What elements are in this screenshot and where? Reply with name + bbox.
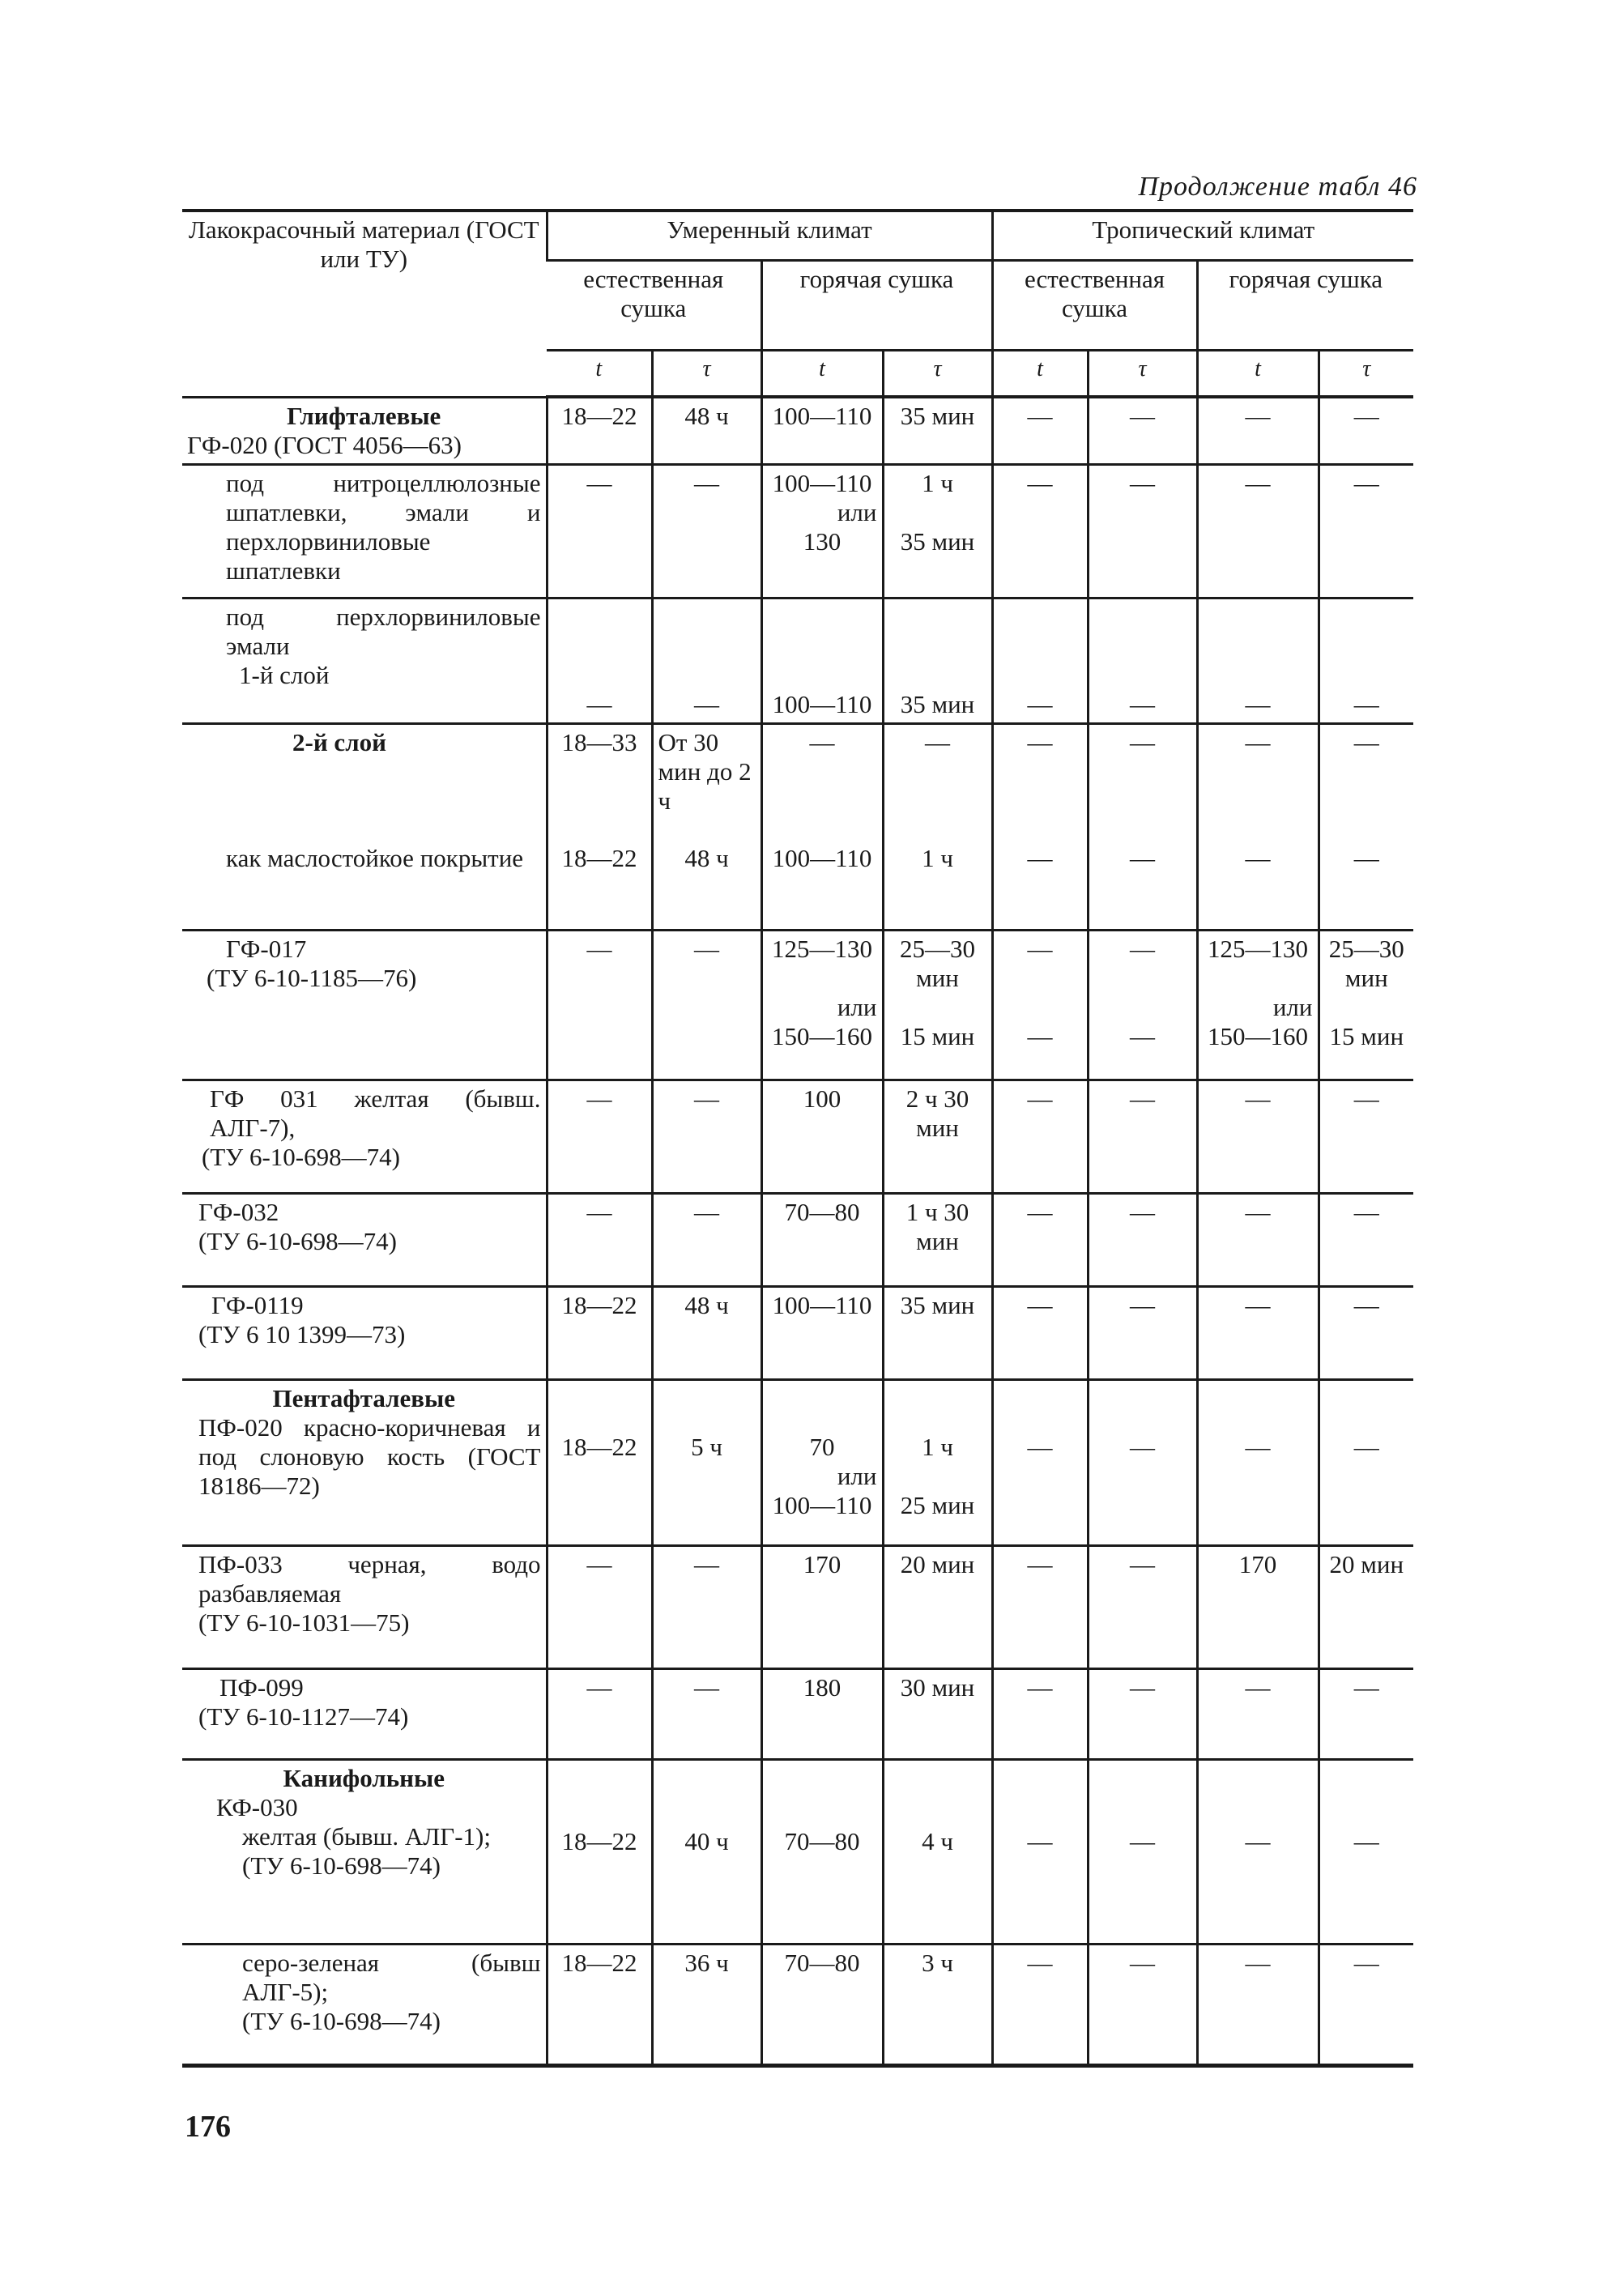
material-name: ГФ-0119 — [211, 1290, 304, 1319]
spec-label: (ТУ 6-10-698—74) — [198, 1226, 397, 1255]
time-value: 35 мин — [900, 526, 975, 556]
page-number: 176 — [185, 2110, 231, 2144]
time-value: 1 ч — [922, 468, 953, 497]
value-cell: 48 ч — [652, 397, 761, 464]
temperature-value: 100—110 — [772, 1490, 872, 1519]
temperature-value: 70 — [809, 1432, 835, 1461]
value-cell: — — [1319, 841, 1413, 930]
value-cell: 3 ч — [883, 1944, 992, 2065]
value-cell: 100—110 — [761, 841, 883, 930]
value-cell: — — [1197, 1944, 1319, 2065]
header-t: t — [992, 351, 1088, 398]
value-cell: — — [1197, 397, 1319, 464]
drying-modes-table — [182, 209, 1413, 2068]
value-cell: — — [761, 723, 883, 841]
value-cell: — — [1088, 723, 1197, 841]
spec-label: (ТУ 6-10-698—74) — [202, 1142, 400, 1171]
material-cell — [182, 723, 547, 841]
table-row — [182, 598, 1413, 723]
value-cell — [1197, 930, 1319, 1080]
material-name: ГФ-017 — [226, 934, 307, 963]
table-row — [182, 841, 1413, 930]
table-row — [182, 1193, 1413, 1286]
value-cell: 18—22 — [547, 841, 652, 930]
value-cell: — — [1197, 1379, 1319, 1545]
layer-label: 2-й слой — [292, 727, 386, 756]
group-heading-rosin: Канифольные — [283, 1763, 445, 1792]
time-value: 25—30 мин — [1328, 934, 1404, 992]
value-cell — [1088, 930, 1197, 1080]
spec-label: (ТУ 6-10-1127—74) — [198, 1702, 409, 1731]
material-name: ГФ-020 (ГОСТ 4056—63) — [187, 430, 462, 459]
temperature-value: 125—130 — [772, 934, 872, 963]
table-row — [182, 930, 1413, 1080]
value-cell: — — [1319, 1668, 1413, 1759]
value-cell: — — [652, 464, 761, 598]
material-cell — [182, 598, 547, 723]
value-cell: — — [1319, 1080, 1413, 1193]
value-cell: 40 ч — [652, 1759, 761, 1944]
value-cell: — — [1197, 841, 1319, 930]
value-cell: — — [1197, 1286, 1319, 1379]
value-cell: — — [1088, 1545, 1197, 1668]
value-cell: 100—110 — [761, 598, 883, 723]
value-cell: — — [652, 1668, 761, 1759]
table-row — [182, 1080, 1413, 1193]
spec-label: (ТУ 6-10-1185—76) — [207, 963, 417, 992]
material-cell — [182, 1080, 547, 1193]
table-row — [182, 1759, 1413, 1944]
table-row — [182, 1286, 1413, 1379]
header-tau: τ — [1088, 351, 1197, 398]
value-cell: — — [992, 841, 1088, 930]
material-desc: желтая (бывш. АЛГ-1); — [242, 1821, 491, 1851]
table-row — [182, 1944, 1413, 2065]
value-cell: 35 мин — [883, 1286, 992, 1379]
value-cell: 20 мин — [883, 1545, 992, 1668]
or-label: или — [1272, 992, 1313, 1021]
group-heading-glyphtal: Глифталевые — [287, 401, 441, 430]
value-cell — [883, 930, 992, 1080]
header-tropical-climate: Тропический климат — [992, 211, 1413, 261]
value-cell: — — [1088, 464, 1197, 598]
value-cell: 48 ч — [652, 841, 761, 930]
value-cell — [761, 1379, 883, 1545]
value-cell: — — [1088, 598, 1197, 723]
value-cell: 18—22 — [547, 397, 652, 464]
material-name: ГФ-032 — [198, 1197, 279, 1226]
time-value: 15 мин — [1329, 1021, 1404, 1050]
value-cell: — — [1088, 1286, 1197, 1379]
temperature-value: 125—130 — [1208, 934, 1308, 963]
table-row — [182, 464, 1413, 598]
table-row — [182, 397, 1413, 464]
temperature-value: 150—160 — [1208, 1021, 1308, 1050]
material-cell — [182, 1545, 547, 1668]
header-tau: τ — [1319, 351, 1413, 398]
value-cell: — — [1088, 1193, 1197, 1286]
value-cell: 100—110 — [761, 1286, 883, 1379]
material-cell — [182, 397, 547, 464]
material-name: ПФ-099 — [219, 1672, 304, 1702]
value-cell: — — [1319, 1193, 1413, 1286]
value-cell: — — [547, 1668, 652, 1759]
material-cell — [182, 1193, 547, 1286]
value-dash: — — [1130, 934, 1155, 963]
material-name: ПФ-020 красно-коричневая и под слоновую кость (ГОСТ 18186—72) — [198, 1412, 541, 1500]
table-row — [182, 1668, 1413, 1759]
value-cell: — — [992, 1759, 1088, 1944]
value-cell: — — [1197, 1759, 1319, 1944]
header-t: t — [761, 351, 883, 398]
value-dash: — — [1027, 1021, 1053, 1050]
value-cell: 30 мин — [883, 1668, 992, 1759]
value-cell: — — [1088, 1080, 1197, 1193]
material-name: серо-зеленая (бывш АЛГ-5); — [242, 1948, 541, 2006]
value-cell: От 30 мин до 2 ч — [652, 723, 761, 841]
spec-label: (ТУ 6-10-698—74) — [242, 2006, 441, 2035]
value-cell: — — [992, 397, 1088, 464]
value-cell: — — [1197, 1080, 1319, 1193]
value-cell: 48 ч — [652, 1286, 761, 1379]
value-cell — [883, 464, 992, 598]
material-name: под перхлорвиниловые эмали — [226, 602, 541, 660]
value-cell: — — [547, 1193, 652, 1286]
value-cell: 170 — [1197, 1545, 1319, 1668]
value-cell: — — [1088, 841, 1197, 930]
header-tau: τ — [883, 351, 992, 398]
value-cell: — — [992, 1668, 1088, 1759]
value-cell: 36 ч — [652, 1944, 761, 2065]
value-cell: — — [1088, 1379, 1197, 1545]
temperature-value: 130 — [803, 526, 841, 556]
value-cell: — — [1088, 1668, 1197, 1759]
value-cell: — — [992, 1545, 1088, 1668]
value-cell: 35 мин — [883, 397, 992, 464]
value-cell: — — [1319, 1286, 1413, 1379]
value-cell: — — [1319, 397, 1413, 464]
spec-label: (ТУ 6-10-1031—75) — [198, 1608, 410, 1637]
header-material: Лакокрасочный материал (ГОСТ или ТУ) — [182, 211, 547, 397]
value-cell: 18—22 — [547, 1379, 652, 1545]
header-t: t — [547, 351, 652, 398]
material-name: КФ-030 — [216, 1792, 298, 1821]
value-cell: — — [1197, 598, 1319, 723]
header-moderate-climate: Умеренный климат — [547, 211, 992, 261]
value-cell: 18—22 — [547, 1944, 652, 2065]
spec-label: (ТУ 6-10-698—74) — [242, 1851, 441, 1880]
value-cell: 4 ч — [883, 1759, 992, 1944]
time-value: 15 мин — [900, 1021, 975, 1050]
material-cell — [182, 1286, 547, 1379]
material-name: ПФ-033 черная, водо разбавляемая — [198, 1549, 541, 1608]
value-cell — [761, 464, 883, 598]
value-cell: 35 мин — [883, 598, 992, 723]
value-cell: — — [992, 1286, 1088, 1379]
table-row — [182, 1379, 1413, 1545]
value-cell: 1 ч 30 мин — [883, 1193, 992, 1286]
material-cell — [182, 1944, 547, 2065]
value-cell: 2 ч 30 мин — [883, 1080, 992, 1193]
group-heading-pentaphthal: Пентафталевые — [272, 1383, 456, 1412]
table-row — [182, 723, 1413, 841]
header-tau: τ — [652, 351, 761, 398]
value-cell: 20 мин — [1319, 1545, 1413, 1668]
value-cell: — — [1319, 1759, 1413, 1944]
value-cell: — — [1088, 397, 1197, 464]
header-natural-drying-tropical: естественная сушка — [992, 261, 1197, 351]
temperature-value: 100—110 — [772, 468, 872, 497]
or-label: или — [837, 1461, 877, 1490]
value-cell: — — [547, 1080, 652, 1193]
value-cell — [1319, 930, 1413, 1080]
value-cell: — — [992, 1379, 1088, 1545]
material-cell — [182, 841, 547, 930]
value-cell: — — [1197, 723, 1319, 841]
value-cell: — — [652, 1545, 761, 1668]
value-cell: 180 — [761, 1668, 883, 1759]
value-cell: — — [1088, 1759, 1197, 1944]
header-t: t — [1197, 351, 1319, 398]
value-cell: 5 ч — [652, 1379, 761, 1545]
value-cell — [761, 930, 883, 1080]
value-cell: — — [1197, 464, 1319, 598]
value-cell: — — [652, 1193, 761, 1286]
value-dash: — — [1027, 934, 1053, 963]
value-cell: — — [1319, 1379, 1413, 1545]
value-cell: — — [1197, 1193, 1319, 1286]
value-cell: — — [992, 598, 1088, 723]
value-cell: 18—22 — [547, 1759, 652, 1944]
value-dash: — — [1130, 1021, 1155, 1050]
value-cell — [992, 930, 1088, 1080]
material-cell — [182, 1379, 547, 1545]
value-cell: — — [992, 1193, 1088, 1286]
value-cell: — — [1319, 723, 1413, 841]
material-name: ГФ 031 желтая (бывш. АЛГ-7), — [210, 1084, 541, 1142]
material-cell — [182, 464, 547, 598]
material-name: под нитроцеллюлозные шпатлевки, эмали и перхлорвиниловые шпатлевки — [226, 468, 541, 585]
temperature-value: 150—160 — [772, 1021, 872, 1050]
value-cell: 18—22 — [547, 1286, 652, 1379]
spec-label: (ТУ 6 10 1399—73) — [198, 1319, 406, 1348]
header-hot-drying-tropical: горячая сушка — [1197, 261, 1413, 351]
material-cell — [182, 1759, 547, 1944]
material-cell — [182, 930, 547, 1080]
header-natural-drying-moderate: естественная сушка — [547, 261, 761, 351]
value-cell: 1 ч — [883, 841, 992, 930]
or-label: или — [837, 497, 877, 526]
value-cell: — — [547, 930, 652, 1080]
time-value: 25—30 мин — [900, 934, 975, 992]
value-cell: 100—110 — [761, 397, 883, 464]
value-cell: — — [1319, 598, 1413, 723]
material-cell — [182, 1668, 547, 1759]
value-cell: 18—33 — [547, 723, 652, 841]
or-label: или — [837, 992, 877, 1021]
value-cell: — — [1319, 1944, 1413, 2065]
table-row — [182, 1545, 1413, 1668]
value-cell: — — [547, 1545, 652, 1668]
layer-label: 1-й слой — [239, 660, 330, 689]
value-cell: — — [992, 723, 1088, 841]
value-cell: — — [992, 464, 1088, 598]
value-cell: 70—80 — [761, 1193, 883, 1286]
header-hot-drying-moderate: горячая сушка — [761, 261, 992, 351]
value-cell: — — [652, 1080, 761, 1193]
value-cell — [883, 1379, 992, 1545]
value-cell: — — [883, 723, 992, 841]
value-cell: — — [1088, 1944, 1197, 2065]
value-cell: — — [1197, 1668, 1319, 1759]
value-cell: — — [992, 1944, 1088, 2065]
value-cell: — — [652, 930, 761, 1080]
value-cell: — — [652, 598, 761, 723]
time-value: 1 ч — [922, 1432, 953, 1461]
value-cell: — — [992, 1080, 1088, 1193]
value-cell: — — [1319, 464, 1413, 598]
value-cell: 70—80 — [761, 1759, 883, 1944]
material-name: как маслостойкое покрытие — [226, 844, 524, 872]
value-cell: — — [547, 464, 652, 598]
table-caption: Продолжение табл 46 — [1138, 172, 1417, 202]
value-cell: — — [547, 598, 652, 723]
value-cell: 170 — [761, 1545, 883, 1668]
time-value: 25 мин — [900, 1490, 975, 1519]
value-cell: 70—80 — [761, 1944, 883, 2065]
value-cell: 100 — [761, 1080, 883, 1193]
